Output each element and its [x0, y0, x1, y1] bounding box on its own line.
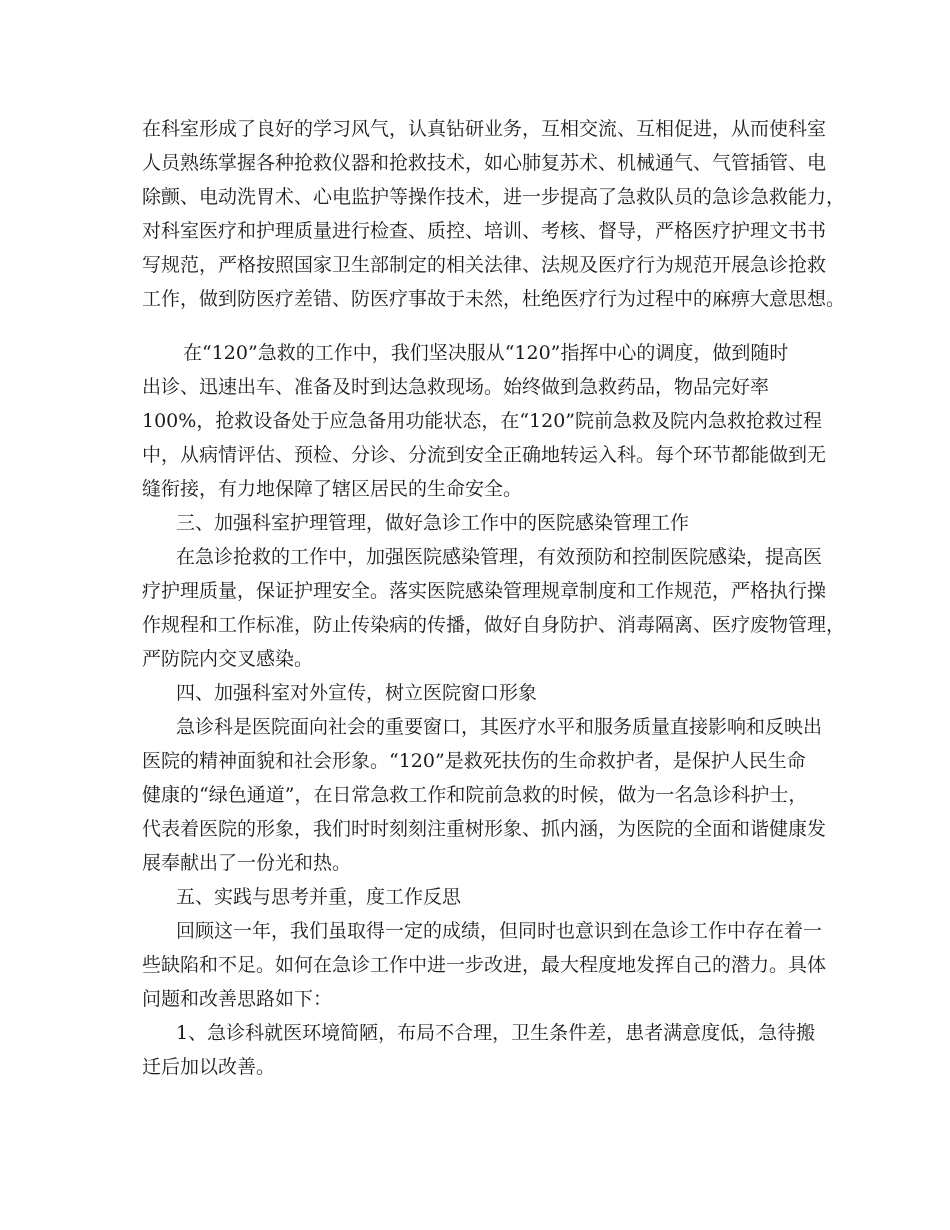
paragraph-line: 在急诊抢救的工作中，加强医院感染管理，有效预防和控制医院感染，提高医	[176, 546, 823, 568]
paragraph-line: 急诊科是医院面向社会的重要窗口，其医疗水平和服务质量直接影响和反映出	[176, 716, 823, 738]
paragraph-line: 健康的“绿色通道”，在日常急救工作和院前急救的时候，做为一名急诊科护士，	[142, 784, 808, 806]
paragraph-line: 1、急诊科就医环境简陋，布局不合理，卫生条件差，患者满意度低，急待搬	[176, 1022, 816, 1044]
paragraph-line: 些缺陷和不足。如何在急诊工作中进一步改进，最大程度地发挥自己的潜力。具体	[142, 954, 827, 976]
paragraph-line: 工作，做到防医疗差错、防医疗事故于未然，杜绝医疗行为过程中的麻痹大意思想。	[142, 288, 846, 310]
paragraph-line: 在“120”急救的工作中，我们坚决服从“120”指挥中心的调度，做到随时	[183, 342, 789, 364]
paragraph-line: 缝衔接，有力地保障了辖区居民的生命安全。	[142, 478, 523, 500]
paragraph-line: 回顾这一年，我们虽取得一定的成绩，但同时也意识到在急诊工作中存在着一	[176, 920, 823, 942]
paragraph-line: 人员熟练掌握各种抢救仪器和抢救技术，如心肺复苏术、机械通气、气管插管、电	[142, 152, 827, 174]
paragraph-line: 作规程和工作标准，防止传染病的传播，做好自身防护、消毒隔离、医疗废物管理，	[142, 614, 846, 636]
paragraph-line: 疗护理质量，保证护理安全。落实医院感染管理规章制度和工作规范，严格执行操	[142, 580, 827, 602]
paragraph-line: 严防院内交叉感染。	[142, 648, 314, 670]
paragraph-line: 迁后加以改善。	[142, 1056, 276, 1078]
paragraph-line: 问题和改善思路如下：	[142, 988, 333, 1010]
section-heading: 三、加强科室护理管理，做好急诊工作中的医院感染管理工作	[176, 512, 690, 534]
paragraph-line: 中，从病情评估、预检、分诊、分流到安全正确地转运入科。每个环节都能做到无	[142, 444, 827, 466]
paragraph-line: 医院的精神面貌和社会形象。“120”是救死扶伤的生命救护者，是保护人民生命	[142, 750, 806, 772]
paragraph-line: 代表着医院的形象，我们时时刻刻注重树形象、抓内涵，为医院的全面和谐健康发	[142, 818, 827, 840]
paragraph-line: 100%，抢救设备处于应急备用功能状态，在“120”院前急救及院内急救抢救过程	[142, 410, 823, 432]
paragraph-line: 出诊、迅速出车、准备及时到达急救现场。始终做到急救药品，物品完好率	[142, 376, 770, 398]
paragraph-line: 除颤、电动洗胃术、心电监护等操作技术，进一步提高了急救队员的急诊急救能力，	[142, 186, 846, 208]
paragraph-line: 展奉献出了一份光和热。	[142, 852, 352, 874]
section-heading: 五、实践与思考并重，度工作反思	[176, 886, 462, 908]
paragraph-line: 对科室医疗和护理质量进行检查、质控、培训、考核、督导，严格医疗护理文书书	[142, 220, 827, 242]
paragraph-line: 写规范，严格按照国家卫生部制定的相关法律、法规及医疗行为规范开展急诊抢救	[142, 254, 827, 276]
paragraph-line: 在科室形成了良好的学习风气，认真钻研业务，互相交流、互相促进，从而使科室	[142, 118, 827, 140]
section-heading: 四、加强科室对外宣传，树立医院窗口形象	[176, 682, 538, 704]
